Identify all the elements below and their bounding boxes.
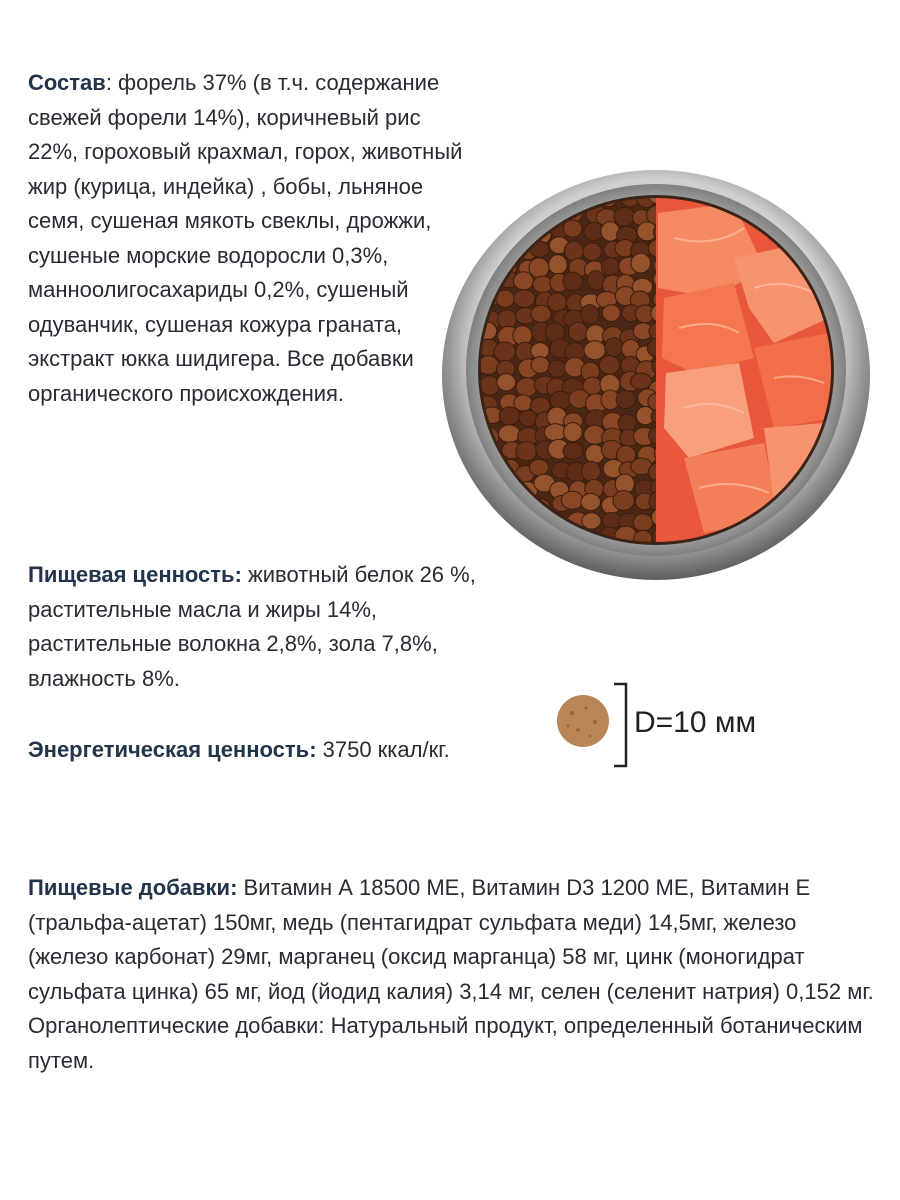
- food-bowl-image: [434, 158, 874, 588]
- nutrition-paragraph: [28, 558, 483, 696]
- composition-separator: :: [105, 70, 119, 95]
- kibble-piece: [557, 695, 609, 747]
- composition-paragraph: [28, 66, 468, 411]
- kibble-size-label: D=10 мм: [634, 706, 757, 739]
- composition-label: Состав: [28, 70, 106, 95]
- additives-paragraph: [28, 871, 878, 1078]
- single-kibble-diagram: [550, 678, 630, 773]
- additives-label: Пищевые добавки:: [28, 875, 238, 900]
- energy-label: Энергетическая ценность:: [28, 737, 317, 762]
- nutrition-label: Пищевая ценность:: [28, 562, 242, 587]
- additives-text: Витамин А 18500 МЕ, Витамин D3 1200 МЕ, Витамин Е (тральфа-ацетат) 150мг, медь (пентагидрат сульфата меди) 14,5мг, железо (железо карбонат) 29мг, марганец (оксид марганца) 58 мг, цинк (моногидрат сульфата цинка) 65 мг, йод (йодид калия) 3,14 мг, селен (селенит натрия) 0,152 мг. Органолептические добавки: Натуральный продукт, определенный ботаническим путем.: [28, 875, 874, 1073]
- nutrition-text: животный белок 26 %, растительные масла и жиры 14%, растительные волокна 2,8%, зола 7,8%, влажность 8%.: [28, 562, 476, 691]
- energy-paragraph: [28, 733, 468, 768]
- energy-text: 3750 ккал/кг.: [316, 737, 450, 762]
- diameter-bracket: [614, 684, 626, 766]
- food-bowl-illustration: [434, 158, 874, 588]
- kibble-size-indicator: [550, 678, 870, 773]
- composition-text: форель 37% (в т.ч. содержание свежей форели 14%), коричневый рис 22%, гороховый крахмал, горох, животный жир (курица, индейка) , бобы, льняное семя, сушеная мякоть свеклы, дрожжи, сушеные морские водоросли 0,3%, манноолигосахариды 0,2%, сушеный одуванчик, сушеная кожура граната, экстракт юкка шидигера. Все добавки органического происхождения.: [28, 70, 463, 406]
